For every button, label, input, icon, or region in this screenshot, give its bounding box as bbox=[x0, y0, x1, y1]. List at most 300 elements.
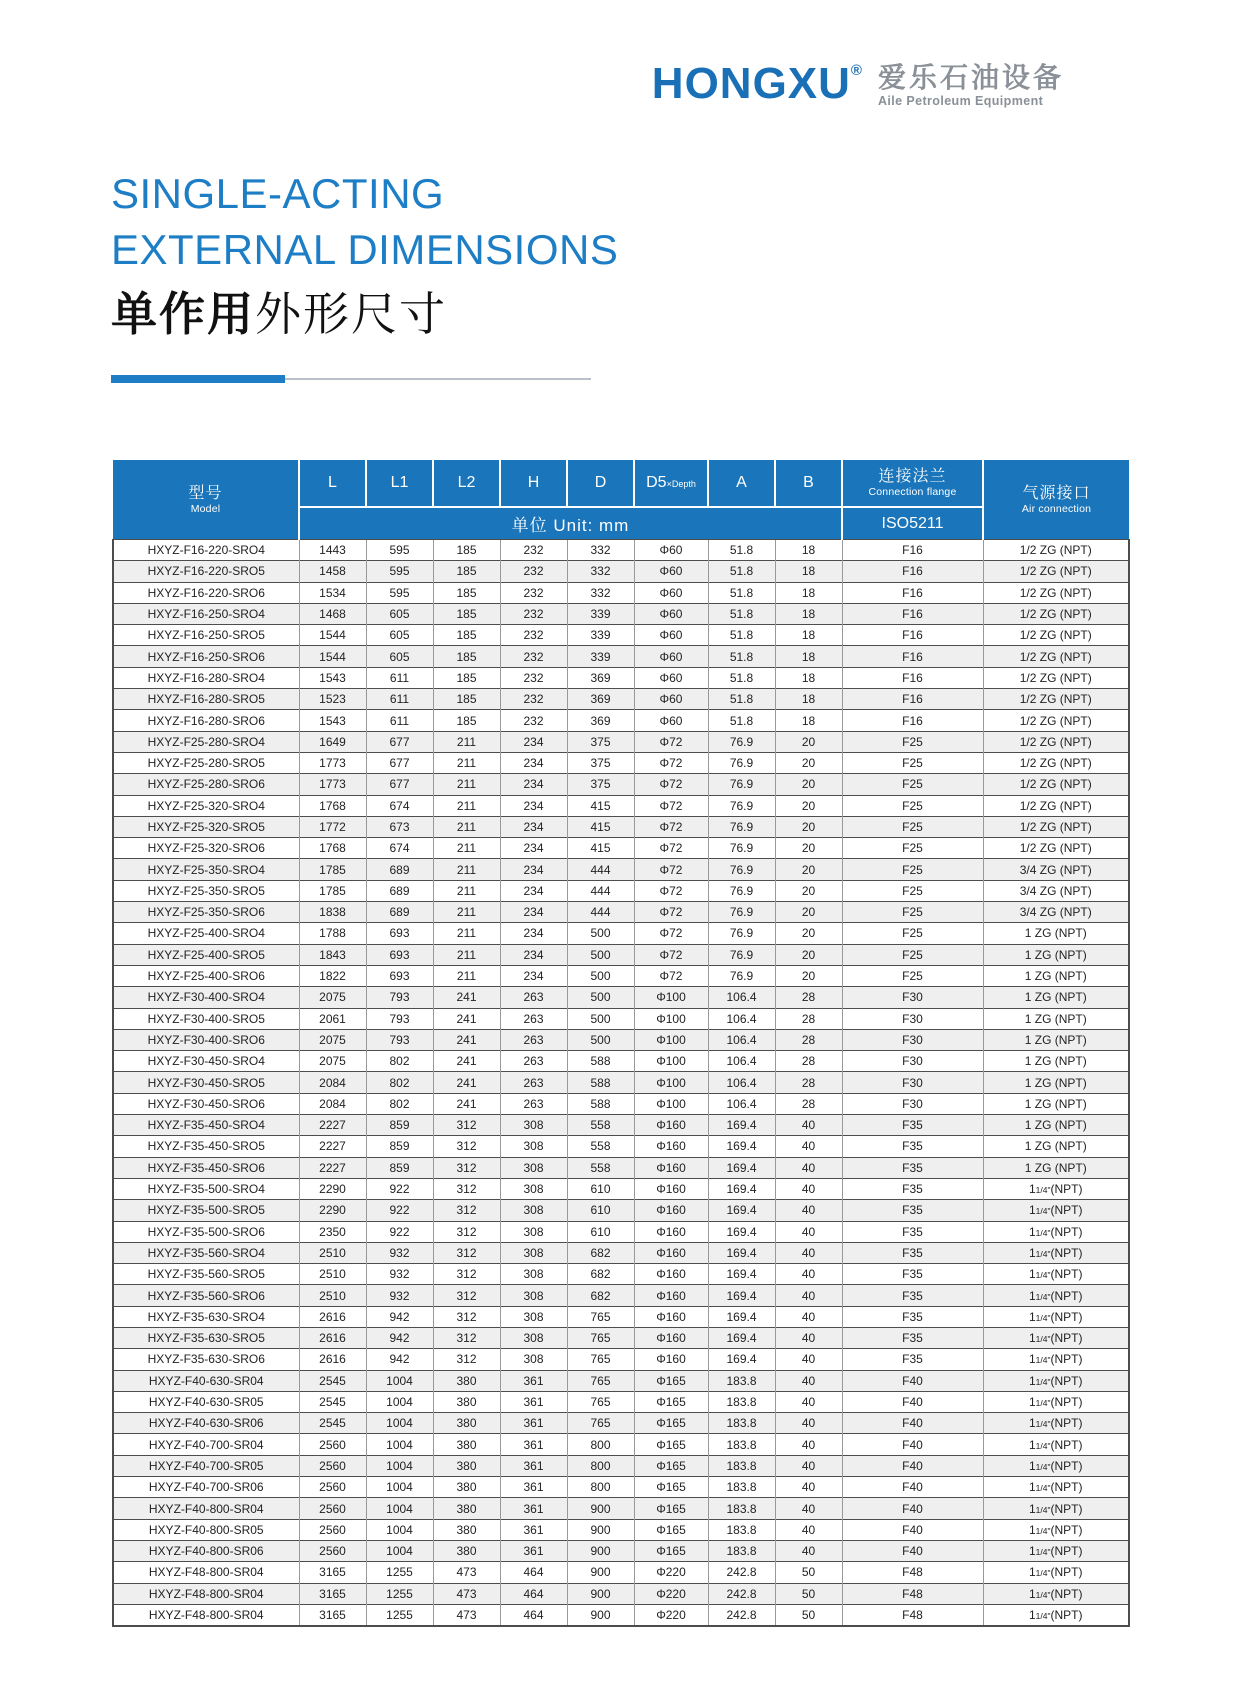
cell-l1: 942 bbox=[366, 1327, 433, 1348]
cell-model: HXYZ-F48-800-SR04 bbox=[113, 1562, 299, 1583]
cell-b: 18 bbox=[775, 625, 842, 646]
cell-l1: 595 bbox=[366, 582, 433, 603]
cell-l1: 932 bbox=[366, 1264, 433, 1285]
cell-l2: 380 bbox=[433, 1434, 500, 1455]
cell-air: 3/4 ZG (NPT) bbox=[983, 859, 1129, 880]
cell-l1: 802 bbox=[366, 1093, 433, 1114]
cell-b: 20 bbox=[775, 816, 842, 837]
cell-d5: Φ72 bbox=[634, 731, 708, 752]
cell-l: 1544 bbox=[299, 646, 366, 667]
cell-h: 263 bbox=[500, 1051, 567, 1072]
cell-air: 11/4"(NPT) bbox=[983, 1413, 1129, 1434]
cell-d5: Φ165 bbox=[634, 1477, 708, 1498]
cell-l2: 185 bbox=[433, 667, 500, 688]
cell-flange: F35 bbox=[842, 1327, 983, 1348]
cell-model: HXYZ-F25-320-SRO6 bbox=[113, 838, 299, 859]
cell-l1: 1004 bbox=[366, 1498, 433, 1519]
cell-h: 308 bbox=[500, 1178, 567, 1199]
cell-b: 20 bbox=[775, 774, 842, 795]
cell-air: 11/4"(NPT) bbox=[983, 1242, 1129, 1263]
cell-d5: Φ160 bbox=[634, 1221, 708, 1242]
cell-l1: 1004 bbox=[366, 1455, 433, 1476]
cell-model: HXYZ-F25-280-SRO5 bbox=[113, 752, 299, 773]
cell-d5: Φ100 bbox=[634, 1051, 708, 1072]
cell-d: 375 bbox=[567, 752, 634, 773]
cell-air: 11/4"(NPT) bbox=[983, 1498, 1129, 1519]
cell-d5: Φ72 bbox=[634, 838, 708, 859]
cell-d: 339 bbox=[567, 603, 634, 624]
cell-a: 106.4 bbox=[708, 1093, 775, 1114]
cell-air: 1 ZG (NPT) bbox=[983, 1157, 1129, 1178]
cell-flange: F35 bbox=[842, 1200, 983, 1221]
cell-h: 234 bbox=[500, 944, 567, 965]
cell-l2: 312 bbox=[433, 1264, 500, 1285]
cell-h: 232 bbox=[500, 646, 567, 667]
cell-d5: Φ100 bbox=[634, 1072, 708, 1093]
cell-air: 1/2 ZG (NPT) bbox=[983, 582, 1129, 603]
cell-a: 76.9 bbox=[708, 965, 775, 986]
cell-l: 1772 bbox=[299, 816, 366, 837]
cell-b: 40 bbox=[775, 1391, 842, 1412]
cell-l1: 689 bbox=[366, 859, 433, 880]
cell-d5: Φ60 bbox=[634, 561, 708, 582]
cell-a: 183.8 bbox=[708, 1455, 775, 1476]
cell-d5: Φ160 bbox=[634, 1115, 708, 1136]
cell-h: 464 bbox=[500, 1562, 567, 1583]
cell-h: 232 bbox=[500, 689, 567, 710]
cell-air: 1 ZG (NPT) bbox=[983, 923, 1129, 944]
cell-d: 682 bbox=[567, 1285, 634, 1306]
cell-a: 106.4 bbox=[708, 1051, 775, 1072]
cell-flange: F48 bbox=[842, 1583, 983, 1604]
cell-h: 263 bbox=[500, 1072, 567, 1093]
table-row bbox=[113, 1327, 1129, 1348]
cell-h: 308 bbox=[500, 1264, 567, 1285]
cell-d5: Φ72 bbox=[634, 816, 708, 837]
cell-l2: 312 bbox=[433, 1115, 500, 1136]
cell-model: HXYZ-F35-560-SRO4 bbox=[113, 1242, 299, 1263]
cell-d5: Φ160 bbox=[634, 1178, 708, 1199]
cell-flange: F16 bbox=[842, 582, 983, 603]
table-row bbox=[113, 561, 1129, 582]
cell-l: 2084 bbox=[299, 1093, 366, 1114]
cell-flange: F35 bbox=[842, 1136, 983, 1157]
cell-flange: F40 bbox=[842, 1498, 983, 1519]
cell-b: 28 bbox=[775, 1072, 842, 1093]
registered-trademark-icon: ® bbox=[850, 62, 862, 79]
cell-air: 1 ZG (NPT) bbox=[983, 987, 1129, 1008]
table-row bbox=[113, 1093, 1129, 1114]
cell-h: 232 bbox=[500, 603, 567, 624]
cell-l2: 473 bbox=[433, 1583, 500, 1604]
table-row bbox=[113, 625, 1129, 646]
cell-air: 1/2 ZG (NPT) bbox=[983, 838, 1129, 859]
cell-l2: 380 bbox=[433, 1413, 500, 1434]
table-row bbox=[113, 1604, 1129, 1626]
cell-d5: Φ160 bbox=[634, 1136, 708, 1157]
table-row bbox=[113, 689, 1129, 710]
cell-l: 1543 bbox=[299, 667, 366, 688]
cell-model: HXYZ-F25-400-SRO4 bbox=[113, 923, 299, 944]
cell-d: 900 bbox=[567, 1540, 634, 1561]
cell-l: 2290 bbox=[299, 1178, 366, 1199]
cell-d: 500 bbox=[567, 965, 634, 986]
cell-model: HXYZ-F16-280-SRO6 bbox=[113, 710, 299, 731]
cell-l2: 211 bbox=[433, 944, 500, 965]
cell-d: 339 bbox=[567, 646, 634, 667]
table-row bbox=[113, 1413, 1129, 1434]
cell-model: HXYZ-F25-320-SRO5 bbox=[113, 816, 299, 837]
cell-l: 2227 bbox=[299, 1136, 366, 1157]
table-row bbox=[113, 987, 1129, 1008]
table-row bbox=[113, 1178, 1129, 1199]
cell-a: 51.8 bbox=[708, 646, 775, 667]
cell-b: 40 bbox=[775, 1264, 842, 1285]
cell-h: 361 bbox=[500, 1413, 567, 1434]
cell-h: 234 bbox=[500, 816, 567, 837]
cell-flange: F48 bbox=[842, 1604, 983, 1626]
cell-l: 1768 bbox=[299, 838, 366, 859]
cell-flange: F16 bbox=[842, 561, 983, 582]
cell-model: HXYZ-F35-450-SRO4 bbox=[113, 1115, 299, 1136]
cell-l2: 185 bbox=[433, 689, 500, 710]
cell-flange: F25 bbox=[842, 774, 983, 795]
cell-b: 28 bbox=[775, 987, 842, 1008]
cell-flange: F30 bbox=[842, 1051, 983, 1072]
col-header-l2: L2 bbox=[433, 460, 500, 507]
cell-air: 11/4"(NPT) bbox=[983, 1455, 1129, 1476]
cell-l1: 922 bbox=[366, 1200, 433, 1221]
table-row bbox=[113, 859, 1129, 880]
cell-flange: F35 bbox=[842, 1178, 983, 1199]
cell-l2: 380 bbox=[433, 1519, 500, 1540]
table-row bbox=[113, 1477, 1129, 1498]
col-header-d: D bbox=[567, 460, 634, 507]
cell-a: 76.9 bbox=[708, 880, 775, 901]
cell-d: 558 bbox=[567, 1157, 634, 1178]
brand-name-english: Aile Petroleum Equipment bbox=[877, 94, 1044, 108]
cell-h: 234 bbox=[500, 880, 567, 901]
cell-l2: 312 bbox=[433, 1306, 500, 1327]
cell-model: HXYZ-F16-220-SRO6 bbox=[113, 582, 299, 603]
cell-a: 76.9 bbox=[708, 795, 775, 816]
cell-a: 169.4 bbox=[708, 1200, 775, 1221]
cell-air: 1 ZG (NPT) bbox=[983, 1093, 1129, 1114]
cell-a: 242.8 bbox=[708, 1562, 775, 1583]
cell-d5: Φ60 bbox=[634, 625, 708, 646]
cell-l: 2510 bbox=[299, 1264, 366, 1285]
cell-d: 369 bbox=[567, 710, 634, 731]
cell-l2: 185 bbox=[433, 646, 500, 667]
cell-h: 308 bbox=[500, 1349, 567, 1370]
cell-b: 40 bbox=[775, 1115, 842, 1136]
cell-d5: Φ160 bbox=[634, 1157, 708, 1178]
col-header-l: L bbox=[299, 460, 366, 507]
cell-b: 40 bbox=[775, 1327, 842, 1348]
cell-l2: 312 bbox=[433, 1285, 500, 1306]
cell-l2: 241 bbox=[433, 1051, 500, 1072]
cell-a: 51.8 bbox=[708, 603, 775, 624]
cell-air: 11/4"(NPT) bbox=[983, 1221, 1129, 1242]
cell-b: 40 bbox=[775, 1157, 842, 1178]
cell-flange: F25 bbox=[842, 816, 983, 837]
cell-l1: 859 bbox=[366, 1115, 433, 1136]
cell-d: 500 bbox=[567, 944, 634, 965]
cell-a: 169.4 bbox=[708, 1221, 775, 1242]
cell-h: 234 bbox=[500, 795, 567, 816]
cell-a: 183.8 bbox=[708, 1519, 775, 1540]
table-row bbox=[113, 710, 1129, 731]
col-header-air-en: Air connection bbox=[1021, 502, 1092, 515]
col-header-l1: L1 bbox=[366, 460, 433, 507]
cell-h: 308 bbox=[500, 1200, 567, 1221]
cell-model: HXYZ-F35-630-SRO6 bbox=[113, 1349, 299, 1370]
cell-l2: 211 bbox=[433, 902, 500, 923]
page-title-en-line2: EXTERNAL DIMENSIONS bbox=[111, 226, 619, 273]
cell-d5: Φ165 bbox=[634, 1540, 708, 1561]
cell-l1: 611 bbox=[366, 689, 433, 710]
cell-l2: 211 bbox=[433, 838, 500, 859]
cell-air: 11/4"(NPT) bbox=[983, 1434, 1129, 1455]
cell-d5: Φ160 bbox=[634, 1327, 708, 1348]
cell-flange: F16 bbox=[842, 646, 983, 667]
cell-l: 1768 bbox=[299, 795, 366, 816]
col-header-d5-depth: D5×Depth bbox=[634, 460, 708, 507]
table-row bbox=[113, 1115, 1129, 1136]
table-row bbox=[113, 1029, 1129, 1050]
cell-air: 11/4"(NPT) bbox=[983, 1349, 1129, 1370]
cell-model: HXYZ-F40-630-SR04 bbox=[113, 1370, 299, 1391]
cell-d: 900 bbox=[567, 1519, 634, 1540]
col-header-b: B bbox=[775, 460, 842, 507]
cell-b: 40 bbox=[775, 1413, 842, 1434]
cell-a: 76.9 bbox=[708, 774, 775, 795]
cell-air: 3/4 ZG (NPT) bbox=[983, 880, 1129, 901]
cell-l2: 211 bbox=[433, 816, 500, 837]
cell-l2: 211 bbox=[433, 880, 500, 901]
cell-b: 20 bbox=[775, 859, 842, 880]
cell-air: 1 ZG (NPT) bbox=[983, 944, 1129, 965]
cell-b: 20 bbox=[775, 923, 842, 944]
cell-d: 332 bbox=[567, 561, 634, 582]
col-header-a: A bbox=[708, 460, 775, 507]
table-row bbox=[113, 902, 1129, 923]
cell-l2: 241 bbox=[433, 1029, 500, 1050]
cell-l1: 595 bbox=[366, 561, 433, 582]
cell-flange: F30 bbox=[842, 1072, 983, 1093]
cell-flange: F35 bbox=[842, 1285, 983, 1306]
cell-model: HXYZ-F40-700-SR04 bbox=[113, 1434, 299, 1455]
cell-l2: 312 bbox=[433, 1157, 500, 1178]
cell-model: HXYZ-F25-280-SRO6 bbox=[113, 774, 299, 795]
cell-air: 11/4"(NPT) bbox=[983, 1306, 1129, 1327]
cell-air: 1/2 ZG (NPT) bbox=[983, 774, 1129, 795]
table-row bbox=[113, 1540, 1129, 1561]
cell-l: 1822 bbox=[299, 965, 366, 986]
cell-a: 51.8 bbox=[708, 582, 775, 603]
table-row bbox=[113, 1200, 1129, 1221]
cell-model: HXYZ-F40-630-SR05 bbox=[113, 1391, 299, 1412]
cell-d: 610 bbox=[567, 1200, 634, 1221]
cell-b: 40 bbox=[775, 1370, 842, 1391]
cell-l2: 380 bbox=[433, 1477, 500, 1498]
cell-a: 51.8 bbox=[708, 540, 775, 561]
cell-l: 2075 bbox=[299, 1051, 366, 1072]
cell-model: HXYZ-F35-500-SRO4 bbox=[113, 1178, 299, 1199]
cell-b: 40 bbox=[775, 1477, 842, 1498]
cell-model: HXYZ-F16-280-SRO5 bbox=[113, 689, 299, 710]
cell-l: 2290 bbox=[299, 1200, 366, 1221]
cell-d: 800 bbox=[567, 1477, 634, 1498]
cell-l: 1785 bbox=[299, 880, 366, 901]
cell-l: 2616 bbox=[299, 1306, 366, 1327]
cell-d: 765 bbox=[567, 1349, 634, 1370]
table-row bbox=[113, 1349, 1129, 1370]
table-row bbox=[113, 1583, 1129, 1604]
cell-flange: F40 bbox=[842, 1477, 983, 1498]
cell-l: 2560 bbox=[299, 1455, 366, 1476]
cell-d: 900 bbox=[567, 1604, 634, 1626]
cell-flange: F16 bbox=[842, 625, 983, 646]
title-divider bbox=[111, 374, 591, 384]
cell-a: 106.4 bbox=[708, 1072, 775, 1093]
cell-l: 2075 bbox=[299, 1029, 366, 1050]
cell-air: 1/2 ZG (NPT) bbox=[983, 561, 1129, 582]
cell-d: 765 bbox=[567, 1370, 634, 1391]
cell-h: 464 bbox=[500, 1583, 567, 1604]
cell-l: 1523 bbox=[299, 689, 366, 710]
cell-flange: F35 bbox=[842, 1115, 983, 1136]
cell-d: 444 bbox=[567, 880, 634, 901]
cell-a: 183.8 bbox=[708, 1413, 775, 1434]
cell-l1: 793 bbox=[366, 1029, 433, 1050]
cell-b: 50 bbox=[775, 1583, 842, 1604]
cell-a: 169.4 bbox=[708, 1349, 775, 1370]
cell-d: 765 bbox=[567, 1306, 634, 1327]
cell-h: 232 bbox=[500, 561, 567, 582]
table-row bbox=[113, 1306, 1129, 1327]
cell-a: 106.4 bbox=[708, 987, 775, 1008]
table-row bbox=[113, 1221, 1129, 1242]
cell-l1: 942 bbox=[366, 1306, 433, 1327]
cell-air: 11/4"(NPT) bbox=[983, 1285, 1129, 1306]
cell-l: 2560 bbox=[299, 1498, 366, 1519]
cell-l: 2075 bbox=[299, 987, 366, 1008]
cell-h: 234 bbox=[500, 731, 567, 752]
cell-b: 18 bbox=[775, 646, 842, 667]
cell-air: 11/4"(NPT) bbox=[983, 1370, 1129, 1391]
table-row bbox=[113, 603, 1129, 624]
table-row bbox=[113, 880, 1129, 901]
page-title-cn bbox=[111, 286, 618, 342]
cell-d: 588 bbox=[567, 1093, 634, 1114]
cell-d5: Φ100 bbox=[634, 987, 708, 1008]
cell-b: 20 bbox=[775, 731, 842, 752]
cell-l2: 380 bbox=[433, 1370, 500, 1391]
cell-h: 234 bbox=[500, 752, 567, 773]
cell-a: 169.4 bbox=[708, 1115, 775, 1136]
cell-air: 1 ZG (NPT) bbox=[983, 1029, 1129, 1050]
cell-flange: F25 bbox=[842, 838, 983, 859]
table-row bbox=[113, 1072, 1129, 1093]
cell-a: 76.9 bbox=[708, 859, 775, 880]
cell-l2: 241 bbox=[433, 1072, 500, 1093]
cell-flange: F35 bbox=[842, 1349, 983, 1370]
cell-b: 40 bbox=[775, 1434, 842, 1455]
cell-d: 800 bbox=[567, 1455, 634, 1476]
cell-l: 2616 bbox=[299, 1349, 366, 1370]
cell-l: 2560 bbox=[299, 1434, 366, 1455]
cell-a: 169.4 bbox=[708, 1136, 775, 1157]
cell-l1: 859 bbox=[366, 1136, 433, 1157]
cell-h: 263 bbox=[500, 1008, 567, 1029]
table-row bbox=[113, 816, 1129, 837]
table-row bbox=[113, 667, 1129, 688]
cell-l1: 673 bbox=[366, 816, 433, 837]
cell-model: HXYZ-F16-220-SRO5 bbox=[113, 561, 299, 582]
cell-flange: F16 bbox=[842, 689, 983, 710]
cell-a: 76.9 bbox=[708, 902, 775, 923]
cell-b: 40 bbox=[775, 1221, 842, 1242]
cell-l1: 611 bbox=[366, 667, 433, 688]
cell-d: 682 bbox=[567, 1264, 634, 1285]
cell-l1: 922 bbox=[366, 1178, 433, 1199]
cell-model: HXYZ-F40-800-SR04 bbox=[113, 1498, 299, 1519]
cell-d5: Φ60 bbox=[634, 667, 708, 688]
table-row bbox=[113, 731, 1129, 752]
cell-d5: Φ72 bbox=[634, 923, 708, 944]
cell-a: 183.8 bbox=[708, 1540, 775, 1561]
cell-model: HXYZ-F25-320-SRO4 bbox=[113, 795, 299, 816]
cell-h: 232 bbox=[500, 582, 567, 603]
cell-l1: 677 bbox=[366, 731, 433, 752]
cell-l1: 689 bbox=[366, 880, 433, 901]
cell-l1: 674 bbox=[366, 838, 433, 859]
col-header-flange-zh: 连接法兰 bbox=[878, 468, 947, 485]
col-header-flange-en: Connection flange bbox=[868, 486, 957, 498]
cell-l2: 312 bbox=[433, 1242, 500, 1263]
table-row bbox=[113, 752, 1129, 773]
cell-l2: 241 bbox=[433, 1093, 500, 1114]
cell-b: 40 bbox=[775, 1540, 842, 1561]
table-row bbox=[113, 582, 1129, 603]
cell-model: HXYZ-F25-350-SRO4 bbox=[113, 859, 299, 880]
brand-logo bbox=[652, 60, 1064, 109]
cell-b: 40 bbox=[775, 1519, 842, 1540]
cell-d: 415 bbox=[567, 838, 634, 859]
iso-standard-cell: ISO5211 bbox=[842, 507, 983, 540]
table-header bbox=[113, 460, 1129, 540]
cell-l2: 380 bbox=[433, 1391, 500, 1412]
cell-b: 18 bbox=[775, 582, 842, 603]
cell-b: 50 bbox=[775, 1604, 842, 1626]
cell-l1: 605 bbox=[366, 646, 433, 667]
cell-l1: 1004 bbox=[366, 1370, 433, 1391]
cell-b: 18 bbox=[775, 710, 842, 731]
cell-air: 1/2 ZG (NPT) bbox=[983, 540, 1129, 561]
cell-h: 232 bbox=[500, 540, 567, 561]
cell-l2: 473 bbox=[433, 1604, 500, 1626]
cell-model: HXYZ-F30-450-SRO4 bbox=[113, 1051, 299, 1072]
cell-air: 11/4"(NPT) bbox=[983, 1178, 1129, 1199]
cell-h: 308 bbox=[500, 1221, 567, 1242]
cell-l2: 211 bbox=[433, 859, 500, 880]
cell-l1: 793 bbox=[366, 1008, 433, 1029]
cell-h: 308 bbox=[500, 1157, 567, 1178]
cell-d: 588 bbox=[567, 1051, 634, 1072]
cell-l1: 677 bbox=[366, 774, 433, 795]
cell-air: 11/4"(NPT) bbox=[983, 1200, 1129, 1221]
